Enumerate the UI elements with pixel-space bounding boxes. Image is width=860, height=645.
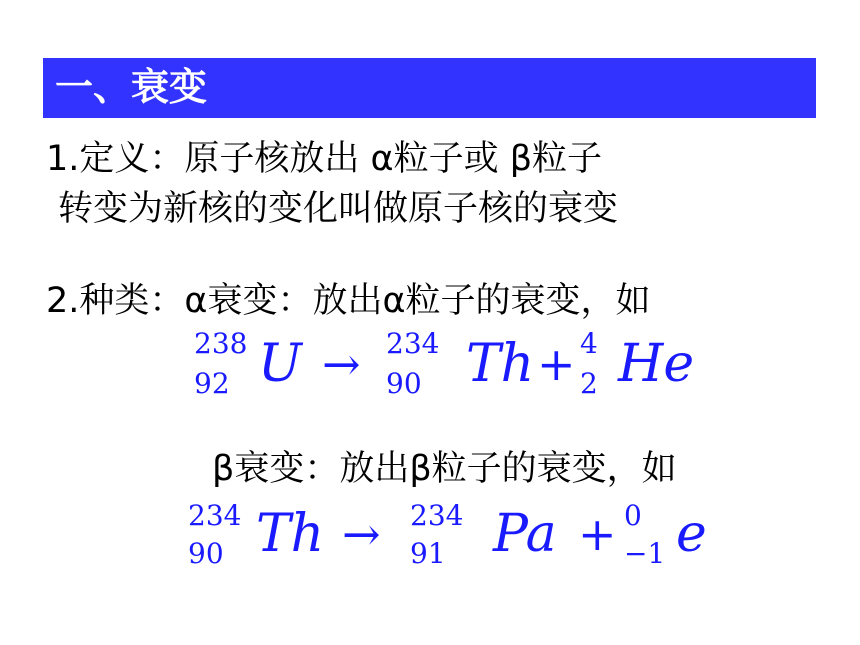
alpha-emitted-charge: 2 [580, 367, 598, 400]
alpha-daughter-charge: 90 [386, 367, 422, 400]
alpha-daughter-mass: 234 [386, 327, 440, 360]
beta-emitted-symbol: e [676, 504, 707, 564]
alpha-emitted-mass: 4 [580, 327, 598, 360]
beta-daughter-mass: 234 [410, 499, 464, 532]
alpha-arrow: → [322, 337, 361, 391]
section-title: 一、衰变 [55, 65, 208, 109]
alpha-emitted-symbol: He [618, 334, 695, 394]
section-title-bar [43, 58, 816, 118]
alpha-plus: + [537, 337, 576, 391]
beta-parent-charge: 90 [188, 537, 224, 570]
types-beta-line: β衰变：放出β粒子的衰变，如 [212, 449, 677, 489]
beta-emitted-mass: 0 [624, 499, 642, 532]
types-alpha-line: 2.种类：α衰变：放出α粒子的衰变，如 [46, 281, 651, 321]
alpha-parent-symbol: U [258, 334, 302, 394]
definition-line-1: 1.定义：原子核放出 α粒子或 β粒子 [46, 139, 603, 179]
beta-daughter-symbol: Pa [493, 504, 557, 564]
beta-parent-symbol: Th [256, 504, 325, 564]
beta-plus: + [578, 507, 617, 561]
alpha-parent-charge: 92 [194, 367, 230, 400]
alpha-parent-mass: 238 [194, 327, 248, 360]
beta-parent-mass: 234 [188, 499, 242, 532]
beta-arrow: → [342, 507, 381, 561]
alpha-daughter-symbol: Th [466, 334, 535, 394]
beta-daughter-charge: 91 [410, 537, 446, 570]
beta-emitted-charge: −1 [624, 537, 666, 570]
definition-line-2: 转变为新核的变化叫做原子核的衰变 [58, 189, 619, 229]
